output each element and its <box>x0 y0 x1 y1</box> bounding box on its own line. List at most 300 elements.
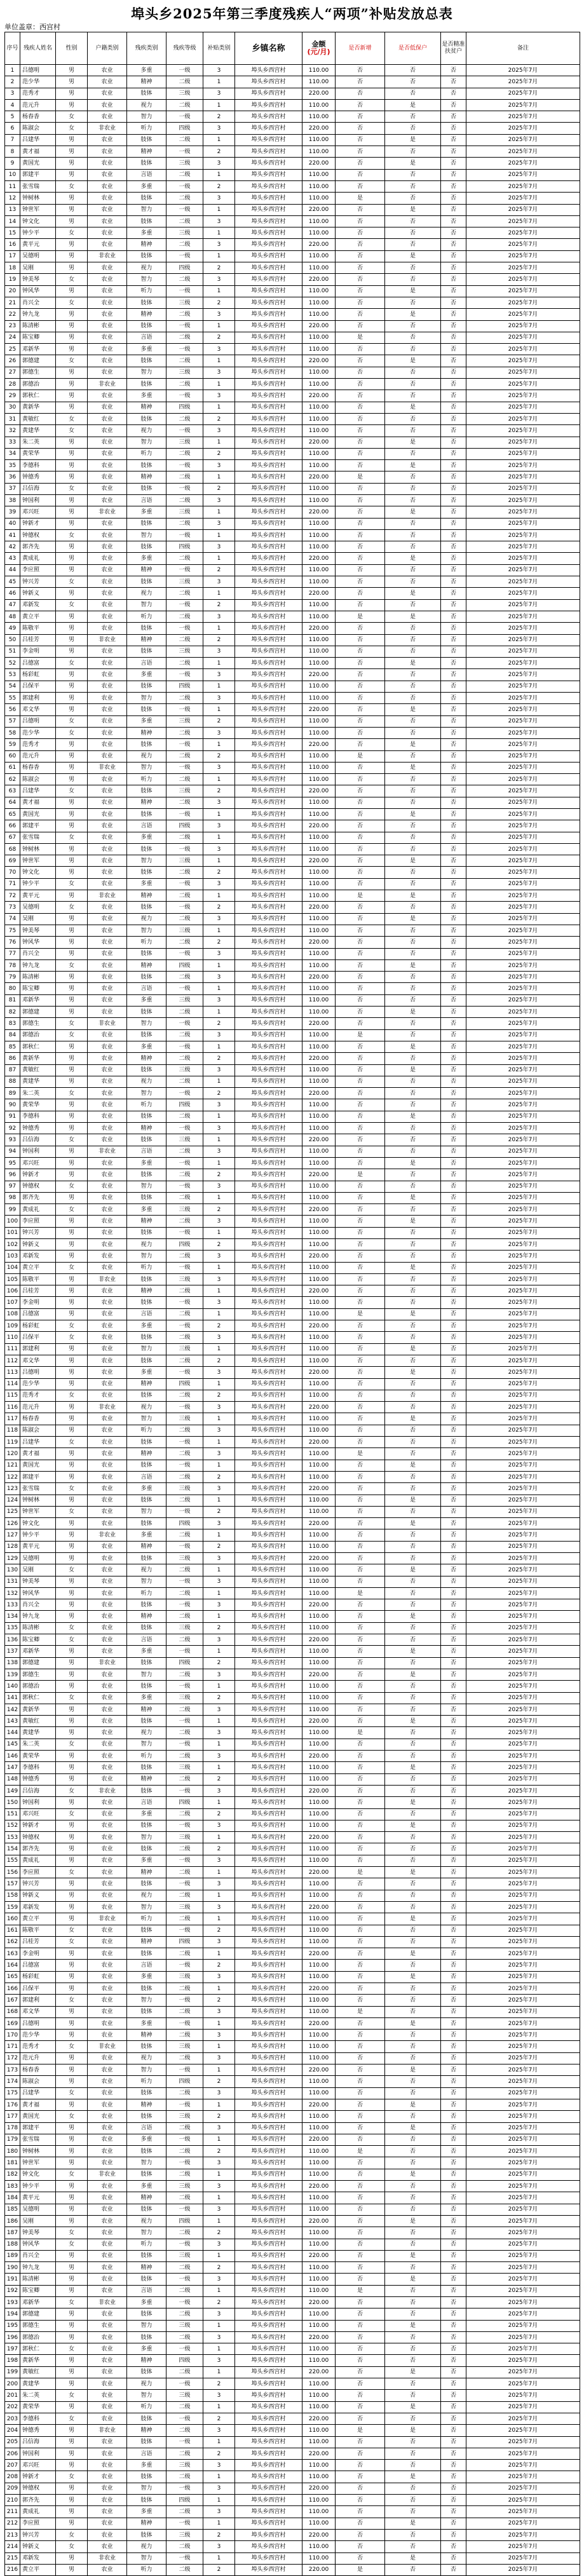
cell-village: 埠头乡西宫村 <box>235 576 302 588</box>
cell-household: 农业 <box>88 1111 127 1122</box>
cell-household: 农业 <box>88 1692 127 1704</box>
cell-name: 黄才福 <box>20 1448 56 1460</box>
cell-disability-type: 视力 <box>127 588 166 599</box>
cell-household: 农业 <box>88 704 127 715</box>
table-row <box>5 762 580 773</box>
cell-new-flag: 否 <box>336 2308 385 2320</box>
cell-gender: 男 <box>56 1646 88 1657</box>
cell-gender: 女 <box>56 111 88 123</box>
cell-name: 黄国光 <box>20 158 56 169</box>
cell-household: 农业 <box>88 2064 127 2076</box>
cell-remark: 2025年7月 <box>466 448 580 459</box>
cell-poverty: 否 <box>441 843 466 855</box>
cell-seq: 72 <box>5 890 20 902</box>
cell-new-flag: 否 <box>336 494 385 506</box>
cell-low-income: 否 <box>385 1320 441 1332</box>
cell-disability-level: 三级 <box>166 1343 203 1355</box>
cell-disability-type: 多重 <box>127 65 166 76</box>
cell-name: 黄成礼 <box>20 1204 56 1216</box>
cell-disability-level: 三级 <box>166 576 203 588</box>
table-row <box>5 925 580 936</box>
cell-poverty: 否 <box>441 1727 466 1739</box>
cell-remark: 2025年7月 <box>466 1460 580 1471</box>
cell-household: 农业 <box>88 1251 127 1262</box>
cell-poverty: 否 <box>441 2192 466 2204</box>
cell-poverty: 否 <box>441 2041 466 2052</box>
cell-amount: 110.00 <box>302 285 336 297</box>
cell-seq: 177 <box>5 2111 20 2122</box>
cell-remark: 2025年7月 <box>466 332 580 343</box>
cell-low-income: 否 <box>385 2448 441 2459</box>
cell-gender: 男 <box>56 588 88 599</box>
cell-subsidy-type: 1 <box>203 2366 235 2378</box>
cell-new-flag: 否 <box>336 1460 385 1471</box>
cell-remark: 2025年7月 <box>466 2146 580 2157</box>
cell-disability-type: 听力 <box>127 1099 166 1111</box>
cell-new-flag: 否 <box>336 483 385 494</box>
cell-gender: 男 <box>56 2436 88 2448</box>
cell-name: 钟新才 <box>20 1169 56 1181</box>
cell-disability-level: 二级 <box>166 1611 203 1622</box>
cell-village: 埠头乡西宫村 <box>235 2308 302 2320</box>
cell-household: 农业 <box>88 1506 127 1517</box>
cell-gender: 女 <box>56 2239 88 2250</box>
cell-household: 农业 <box>88 1134 127 1146</box>
cell-disability-level: 三级 <box>166 1273 203 1285</box>
cell-seq: 141 <box>5 1692 20 1704</box>
cell-gender: 女 <box>56 1483 88 1495</box>
cell-gender: 男 <box>56 193 88 204</box>
cell-village: 埠头乡西宫村 <box>235 1541 302 1552</box>
cell-seq: 161 <box>5 1925 20 1936</box>
cell-disability-type: 听力 <box>127 2564 166 2575</box>
cell-gender: 女 <box>56 180 88 192</box>
cell-remark: 2025年7月 <box>466 402 580 413</box>
table-row <box>5 2564 580 2575</box>
cell-seq: 190 <box>5 2262 20 2274</box>
cell-disability-level: 四级 <box>166 541 203 553</box>
cell-name: 钟德秀 <box>20 471 56 483</box>
cell-village: 埠头乡西宫村 <box>235 1483 302 1495</box>
cell-disability-type: 多重 <box>127 2181 166 2192</box>
cell-household: 农业 <box>88 262 127 274</box>
cell-name: 邓文华 <box>20 1355 56 1366</box>
cell-household: 农业 <box>88 669 127 681</box>
cell-disability-level: 一级 <box>166 111 203 123</box>
cell-seq: 173 <box>5 2064 20 2076</box>
cell-disability-type: 肢体 <box>127 483 166 494</box>
cell-subsidy-type: 1 <box>203 1646 235 1657</box>
cell-poverty: 否 <box>441 1716 466 1727</box>
cell-disability-level: 二级 <box>166 2192 203 2204</box>
cell-name: 张雪瑞 <box>20 1483 56 1495</box>
cell-village: 埠头乡西宫村 <box>235 2448 302 2459</box>
cell-amount: 220.00 <box>302 855 336 867</box>
cell-poverty: 否 <box>441 1413 466 1425</box>
cell-gender: 男 <box>56 437 88 448</box>
cell-seq: 42 <box>5 541 20 553</box>
table-row <box>5 2006 580 2017</box>
cell-disability-level: 二级 <box>166 1948 203 1960</box>
cell-name: 李德科 <box>20 1111 56 1122</box>
cell-village: 埠头乡西宫村 <box>235 2192 302 2204</box>
cell-subsidy-type: 1 <box>203 2343 235 2355</box>
cell-name: 钟国利 <box>20 2448 56 2459</box>
cell-disability-type: 肢体 <box>127 2413 166 2424</box>
table-row <box>5 1320 580 1332</box>
cell-disability-type: 肢体 <box>127 1460 166 1471</box>
cell-subsidy-type: 3 <box>203 215 235 227</box>
cell-poverty: 否 <box>441 2308 466 2320</box>
cell-household: 农业 <box>88 1088 127 1099</box>
cell-amount: 110.00 <box>302 413 336 424</box>
table-row <box>5 1157 580 1169</box>
cell-disability-type: 多重 <box>127 669 166 681</box>
cell-new-flag: 否 <box>336 1762 385 1773</box>
cell-poverty: 否 <box>441 1157 466 1169</box>
cell-remark: 2025年7月 <box>466 715 580 727</box>
cell-disability-type: 肢体 <box>127 2041 166 2052</box>
cell-remark: 2025年7月 <box>466 1611 580 1622</box>
cell-disability-level: 三级 <box>166 646 203 657</box>
cell-disability-type: 肢体 <box>127 2169 166 2180</box>
cell-low-income: 否 <box>385 1657 441 1669</box>
cell-subsidy-type: 3 <box>203 1297 235 1308</box>
cell-seq: 99 <box>5 1204 20 1216</box>
cell-poverty: 否 <box>441 1587 466 1599</box>
cell-household: 农业 <box>88 2076 127 2087</box>
cell-household: 农业 <box>88 2181 127 2192</box>
cell-remark: 2025年7月 <box>466 2215 580 2227</box>
cell-name: 钟风华 <box>20 937 56 948</box>
cell-new-flag: 否 <box>336 576 385 588</box>
cell-subsidy-type: 2 <box>203 2076 235 2087</box>
table-row <box>5 1553 580 1564</box>
cell-subsidy-type: 1 <box>203 890 235 902</box>
cell-village: 埠头乡西宫村 <box>235 1529 302 1541</box>
cell-amount: 110.00 <box>302 2320 336 2331</box>
cell-gender: 女 <box>56 2529 88 2540</box>
cell-amount: 110.00 <box>302 402 336 413</box>
cell-poverty: 否 <box>441 890 466 902</box>
cell-remark: 2025年7月 <box>466 1855 580 1866</box>
cell-new-flag: 否 <box>336 1820 385 1831</box>
cell-village: 埠头乡西宫村 <box>235 704 302 715</box>
cell-seq: 117 <box>5 1413 20 1425</box>
cell-disability-type: 言语 <box>127 820 166 832</box>
cell-poverty: 否 <box>441 832 466 843</box>
cell-gender: 男 <box>56 1111 88 1122</box>
cell-remark: 2025年7月 <box>466 471 580 483</box>
table-row <box>5 2355 580 2366</box>
cell-poverty: 否 <box>441 518 466 529</box>
cell-subsidy-type: 1 <box>203 2436 235 2448</box>
cell-name: 黄建华 <box>20 1076 56 1087</box>
cell-household: 农业 <box>88 1308 127 1320</box>
cell-low-income: 否 <box>385 902 441 913</box>
cell-poverty: 否 <box>441 2285 466 2296</box>
cell-seq: 30 <box>5 402 20 413</box>
cell-disability-level: 四级 <box>166 1936 203 1948</box>
cell-household: 农业 <box>88 1332 127 1343</box>
cell-low-income: 是 <box>385 2250 441 2261</box>
table-row <box>5 2471 580 2483</box>
cell-disability-level: 二级 <box>166 332 203 343</box>
cell-subsidy-type: 2 <box>203 1960 235 1971</box>
cell-disability-level: 二级 <box>166 1529 203 1541</box>
cell-name: 吴德明 <box>20 250 56 262</box>
cell-disability-type: 智力 <box>127 2483 166 2494</box>
cell-seq: 147 <box>5 1762 20 1773</box>
header-name: 残疾人姓名 <box>20 32 56 65</box>
cell-new-flag: 否 <box>336 1599 385 1611</box>
cell-village: 埠头乡西宫村 <box>235 297 302 308</box>
cell-village: 埠头乡西宫村 <box>235 843 302 855</box>
cell-name: 黄荣华 <box>20 1751 56 1762</box>
cell-disability-type: 智力 <box>127 274 166 285</box>
cell-seq: 157 <box>5 1878 20 1890</box>
cell-disability-type: 肢体 <box>127 1192 166 1203</box>
cell-disability-type: 肢体 <box>127 541 166 553</box>
cell-village: 埠头乡西宫村 <box>235 774 302 785</box>
cell-new-flag: 否 <box>336 180 385 192</box>
cell-seq: 15 <box>5 227 20 239</box>
cell-disability-type: 肢体 <box>127 250 166 262</box>
cell-low-income: 是 <box>385 2169 441 2180</box>
cell-name: 郭建利 <box>20 1343 56 1355</box>
cell-poverty: 否 <box>441 215 466 227</box>
cell-remark: 2025年7月 <box>466 658 580 669</box>
cell-new-flag: 否 <box>336 2541 385 2552</box>
cell-gender: 男 <box>56 2006 88 2017</box>
cell-new-flag: 否 <box>336 262 385 274</box>
cell-gender: 男 <box>56 1762 88 1773</box>
cell-name: 吴刚 <box>20 262 56 274</box>
table-row <box>5 2518 580 2529</box>
cell-poverty: 否 <box>441 123 466 134</box>
cell-amount: 110.00 <box>302 483 336 494</box>
cell-new-flag: 否 <box>336 2483 385 2494</box>
cell-new-flag: 否 <box>336 1378 385 1390</box>
cell-disability-type: 肢体 <box>127 158 166 169</box>
table-row <box>5 1611 580 1622</box>
cell-remark: 2025年7月 <box>466 2250 580 2261</box>
cell-poverty: 否 <box>441 1297 466 1308</box>
cell-disability-level: 二级 <box>166 913 203 925</box>
cell-name: 钟新义 <box>20 1890 56 1901</box>
cell-household: 非农业 <box>88 890 127 902</box>
cell-household: 农业 <box>88 809 127 820</box>
cell-subsidy-type: 2 <box>203 2111 235 2122</box>
cell-disability-type: 肢体 <box>127 297 166 308</box>
cell-subsidy-type: 3 <box>203 1273 235 1285</box>
cell-disability-type: 精神 <box>127 1448 166 1460</box>
cell-household: 农业 <box>88 2146 127 2157</box>
cell-subsidy-type: 3 <box>203 123 235 134</box>
cell-amount: 110.00 <box>302 1704 336 1715</box>
cell-seq: 167 <box>5 1995 20 2006</box>
cell-village: 埠头乡西宫村 <box>235 355 302 367</box>
cell-low-income: 是 <box>385 2320 441 2331</box>
cell-village: 埠头乡西宫村 <box>235 1216 302 1227</box>
cell-village: 埠头乡西宫村 <box>235 2436 302 2448</box>
cell-amount: 110.00 <box>302 1332 336 1343</box>
cell-remark: 2025年7月 <box>466 2181 580 2192</box>
cell-gender: 女 <box>56 1634 88 1646</box>
cell-gender: 男 <box>56 76 88 88</box>
cell-remark: 2025年7月 <box>466 878 580 890</box>
cell-seq: 65 <box>5 809 20 820</box>
cell-village: 埠头乡西宫村 <box>235 123 302 134</box>
cell-gender: 男 <box>56 1611 88 1622</box>
cell-low-income: 否 <box>385 2006 441 2017</box>
cell-subsidy-type: 1 <box>203 1041 235 1052</box>
table-row <box>5 2460 580 2471</box>
cell-disability-level: 二级 <box>166 2425 203 2436</box>
cell-disability-type: 肢体 <box>127 867 166 878</box>
cell-household: 农业 <box>88 2401 127 2413</box>
cell-name: 钟世军 <box>20 2157 56 2169</box>
cell-low-income: 否 <box>385 832 441 843</box>
cell-seq: 48 <box>5 611 20 622</box>
cell-new-flag: 否 <box>336 1471 385 1482</box>
cell-new-flag: 否 <box>336 1541 385 1552</box>
cell-new-flag: 否 <box>336 1669 385 1680</box>
cell-subsidy-type: 3 <box>203 1064 235 1076</box>
cell-disability-level: 一级 <box>166 669 203 681</box>
cell-subsidy-type: 2 <box>203 785 235 797</box>
cell-household: 农业 <box>88 1053 127 1064</box>
cell-new-flag: 是 <box>336 193 385 204</box>
cell-household: 农业 <box>88 2471 127 2483</box>
cell-household: 非农业 <box>88 762 127 773</box>
cell-new-flag: 否 <box>336 715 385 727</box>
cell-village: 埠头乡西宫村 <box>235 1739 302 1750</box>
cell-new-flag: 否 <box>336 1251 385 1262</box>
cell-remark: 2025年7月 <box>466 2192 580 2204</box>
cell-disability-type: 言语 <box>127 494 166 506</box>
cell-disability-type: 听力 <box>127 937 166 948</box>
cell-poverty: 否 <box>441 1146 466 1157</box>
cell-amount: 110.00 <box>302 1460 336 1471</box>
cell-gender: 男 <box>56 262 88 274</box>
cell-disability-type: 言语 <box>127 2285 166 2296</box>
cell-household: 农业 <box>88 1169 127 1181</box>
cell-low-income: 否 <box>385 693 441 704</box>
cell-remark: 2025年7月 <box>466 925 580 936</box>
cell-village: 埠头乡西宫村 <box>235 506 302 518</box>
cell-new-flag: 否 <box>336 1332 385 1343</box>
cell-low-income: 否 <box>385 2239 441 2250</box>
cell-subsidy-type: 2 <box>203 1355 235 1366</box>
cell-remark: 2025年7月 <box>466 867 580 878</box>
cell-disability-level: 二级 <box>166 2401 203 2413</box>
cell-household: 农业 <box>88 797 127 808</box>
cell-remark: 2025年7月 <box>466 1355 580 1366</box>
cell-seq: 144 <box>5 1727 20 1739</box>
cell-remark: 2025年7月 <box>466 832 580 843</box>
cell-name: 钟美琴 <box>20 925 56 936</box>
cell-low-income: 是 <box>385 1460 441 1471</box>
cell-seq: 201 <box>5 2390 20 2401</box>
cell-disability-level: 三级 <box>166 2460 203 2471</box>
cell-low-income: 否 <box>385 88 441 99</box>
cell-seq: 175 <box>5 2087 20 2099</box>
cell-village: 埠头乡西宫村 <box>235 1076 302 1087</box>
cell-amount: 110.00 <box>302 1157 336 1169</box>
cell-new-flag: 否 <box>336 1634 385 1646</box>
cell-household: 农业 <box>88 2192 127 2204</box>
cell-name: 钟新才 <box>20 2471 56 2483</box>
cell-amount: 110.00 <box>302 2471 336 2483</box>
cell-low-income: 否 <box>385 2529 441 2540</box>
cell-low-income: 否 <box>385 2541 441 2552</box>
cell-disability-type: 多重 <box>127 506 166 518</box>
cell-disability-level: 三级 <box>166 1204 203 1216</box>
cell-seq: 209 <box>5 2483 20 2494</box>
cell-disability-type: 多重 <box>127 1041 166 1052</box>
cell-new-flag: 否 <box>336 1390 385 1401</box>
cell-village: 埠头乡西宫村 <box>235 1111 302 1122</box>
cell-low-income: 否 <box>385 2331 441 2343</box>
cell-subsidy-type: 3 <box>203 576 235 588</box>
cell-poverty: 否 <box>441 2483 466 2494</box>
cell-low-income: 否 <box>385 2181 441 2192</box>
cell-subsidy-type: 3 <box>203 1855 235 1866</box>
cell-low-income: 否 <box>385 1285 441 1297</box>
cell-household: 农业 <box>88 1983 127 1994</box>
cell-village: 埠头乡西宫村 <box>235 2460 302 2471</box>
cell-household: 农业 <box>88 2366 127 2378</box>
cell-disability-level: 一级 <box>166 2239 203 2250</box>
cell-village: 埠头乡西宫村 <box>235 2343 302 2355</box>
cell-household: 农业 <box>88 1495 127 1506</box>
cell-gender: 男 <box>56 1123 88 1134</box>
page-title: 埠头乡2025年第三季度残疾人“两项”补贴发放总表 <box>131 6 453 22</box>
cell-remark: 2025年7月 <box>466 576 580 588</box>
cell-amount: 110.00 <box>302 1773 336 1785</box>
cell-remark: 2025年7月 <box>466 564 580 576</box>
cell-amount: 220.00 <box>302 820 336 832</box>
cell-village: 埠头乡西宫村 <box>235 2181 302 2192</box>
cell-remark: 2025年7月 <box>466 2052 580 2064</box>
cell-low-income: 否 <box>385 937 441 948</box>
cell-low-income: 是 <box>385 1111 441 1122</box>
cell-village: 埠头乡西宫村 <box>235 1564 302 1576</box>
cell-village: 埠头乡西宫村 <box>235 1169 302 1181</box>
cell-gender: 男 <box>56 2355 88 2366</box>
cell-subsidy-type: 1 <box>203 2134 235 2145</box>
cell-household: 农业 <box>88 1704 127 1715</box>
cell-subsidy-type: 2 <box>203 564 235 576</box>
cell-new-flag: 否 <box>336 2076 385 2087</box>
cell-subsidy-type: 3 <box>203 1634 235 1646</box>
cell-gender: 男 <box>56 2401 88 2413</box>
cell-poverty: 否 <box>441 2518 466 2529</box>
cell-remark: 2025年7月 <box>466 681 580 692</box>
cell-village: 埠头乡西宫村 <box>235 2401 302 2413</box>
table-row <box>5 262 580 274</box>
cell-subsidy-type: 3 <box>203 1483 235 1495</box>
cell-remark: 2025年7月 <box>466 994 580 1006</box>
cell-new-flag: 否 <box>336 146 385 158</box>
cell-household: 农业 <box>88 1727 127 1739</box>
cell-subsidy-type: 2 <box>203 902 235 913</box>
cell-remark: 2025年7月 <box>466 1251 580 1262</box>
cell-amount: 110.00 <box>302 994 336 1006</box>
table-row <box>5 1657 580 1669</box>
cell-low-income: 是 <box>385 2274 441 2285</box>
